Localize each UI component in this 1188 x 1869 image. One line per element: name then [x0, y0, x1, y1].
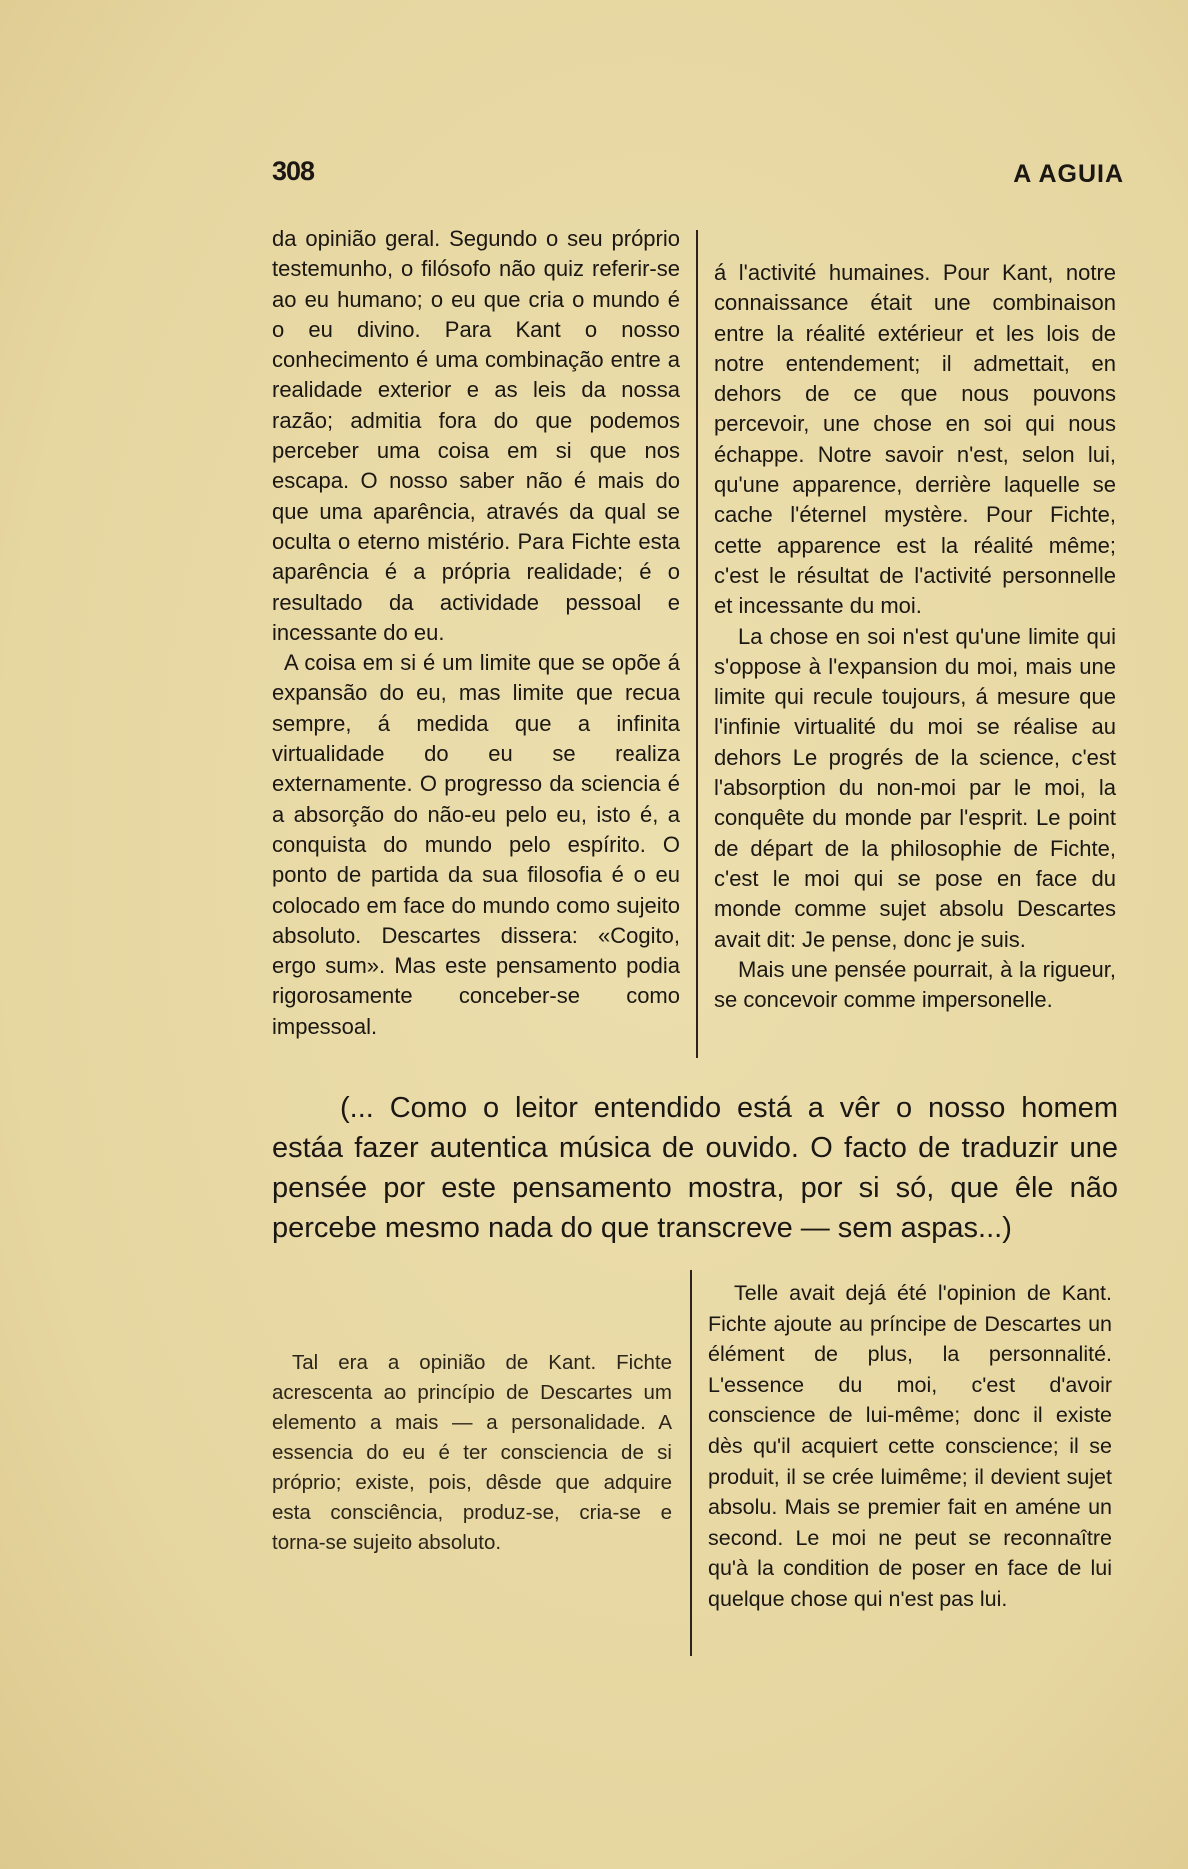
page-header — [272, 156, 1124, 192]
running-title: A AGUIA — [1013, 160, 1124, 188]
french-column-top — [714, 258, 1116, 1015]
paragraph: á l'activité humaines. Pour Kant, notre connaissance était une combinaison entre la réalité extérieur et les lois de notre entendement; il admettait, en dehors de ce que nous pouvons percevoir, une chose en soi qui nous échappe. Notre savoir n'est, selon lui, qu'une apparence, derrière laquelle se cache l'éternel mystère. Pour Fichte, cette apparence est la réalité même; c'est le résultat de l'activité personnelle et incessante du moi. — [714, 260, 1116, 619]
french-column-bottom — [708, 1278, 1112, 1615]
paragraph: Mais une pensée pourrait, à la rigueur, se concevoir comme impersonelle. — [714, 956, 1116, 1013]
portuguese-column-top — [272, 224, 680, 1042]
editorial-comment — [272, 1088, 1118, 1248]
paragraph: da opinião geral. Segundo o seu próprio testemunho, o filósofo não quiz referir-se ao eu humano; o eu que cria o mundo é o eu divino. Para Kant o nosso conhecimento é uma combinação entre a realidade exterior e as leis da nossa razão; admitia fora do que podemos perceber uma coisa em si que nos escapa. O nosso saber não é mais do que uma aparência, através da qual se oculta o eterno mistério. Para Fichte esta aparência é a própria realidade; é o resultado da actividade pessoal e incessante do eu. — [272, 226, 680, 645]
column-divider — [696, 230, 698, 1058]
paragraph: Tal era a opinião de Kant. Fichte acrescenta ao princípio de Descartes um elemento a mais — a personalidade. A essencia do eu é ter consciencia de si próprio; existe, pois, dêsde que adquire esta consciência, produz-se, cria-se e torna-se sujeito absoluto. — [272, 1351, 672, 1554]
portuguese-column-bottom — [272, 1348, 672, 1558]
comment-text: (... Como o leitor entendido está a vêr o nosso homem estáa fazer autentica música de ouvido. O facto de traduzir une pensée por este pensamento mostra, por si só, que êle não percebe mesmo nada do que transcreve — sem aspas...) — [272, 1092, 1118, 1244]
column-divider — [690, 1270, 692, 1656]
page-number: 308 — [272, 156, 315, 186]
paragraph: A coisa em si é um limite que se opõe á expansão do eu, mas limite que recua sempre, á medida que a infinita virtualidade do eu se realiza externamente. O progresso da sciencia é a absorção do não-eu pelo eu, isto é, a conquista do mundo pelo espírito. O ponto de partida da sua filosofia é o eu colocado em face do mundo como sujeito absoluto. Descartes dissera: «Cogito, ergo sum». Mas este pensamento podia rigorosamente conceber-se como impessoal. — [272, 650, 680, 1039]
paragraph: La chose en soi n'est qu'une limite qui s'oppose à l'expansion du moi, mais une limite qui recule toujours, á mesure que l'infinie virtualité du moi se réalise au dehors Le progrés de la science, c'est l'absorption du non-moi par le moi, la conquête du monde par l'esprit. Le point de départ de la philosophie de Fichte, c'est le moi qui se pose en face du monde comme sujet absolu Descartes avait dit: Je pense, donc je suis. — [714, 623, 1116, 952]
paragraph: Telle avait dejá été l'opinion de Kant. Fichte ajoute au príncipe de Descartes un élément de plus, la personnalité. L'essence du moi, c'est d'avoir conscience de lui-même; donc il existe dès qu'il acquiert cette conscience; il se produit, il se crée luimême; il devient sujet absolu. Mais se premier fait en améne un second. Le moi ne peut se reconnaître qu'à la condition de poser en face de lui quelque chose qui n'est pas lui. — [708, 1281, 1112, 1611]
